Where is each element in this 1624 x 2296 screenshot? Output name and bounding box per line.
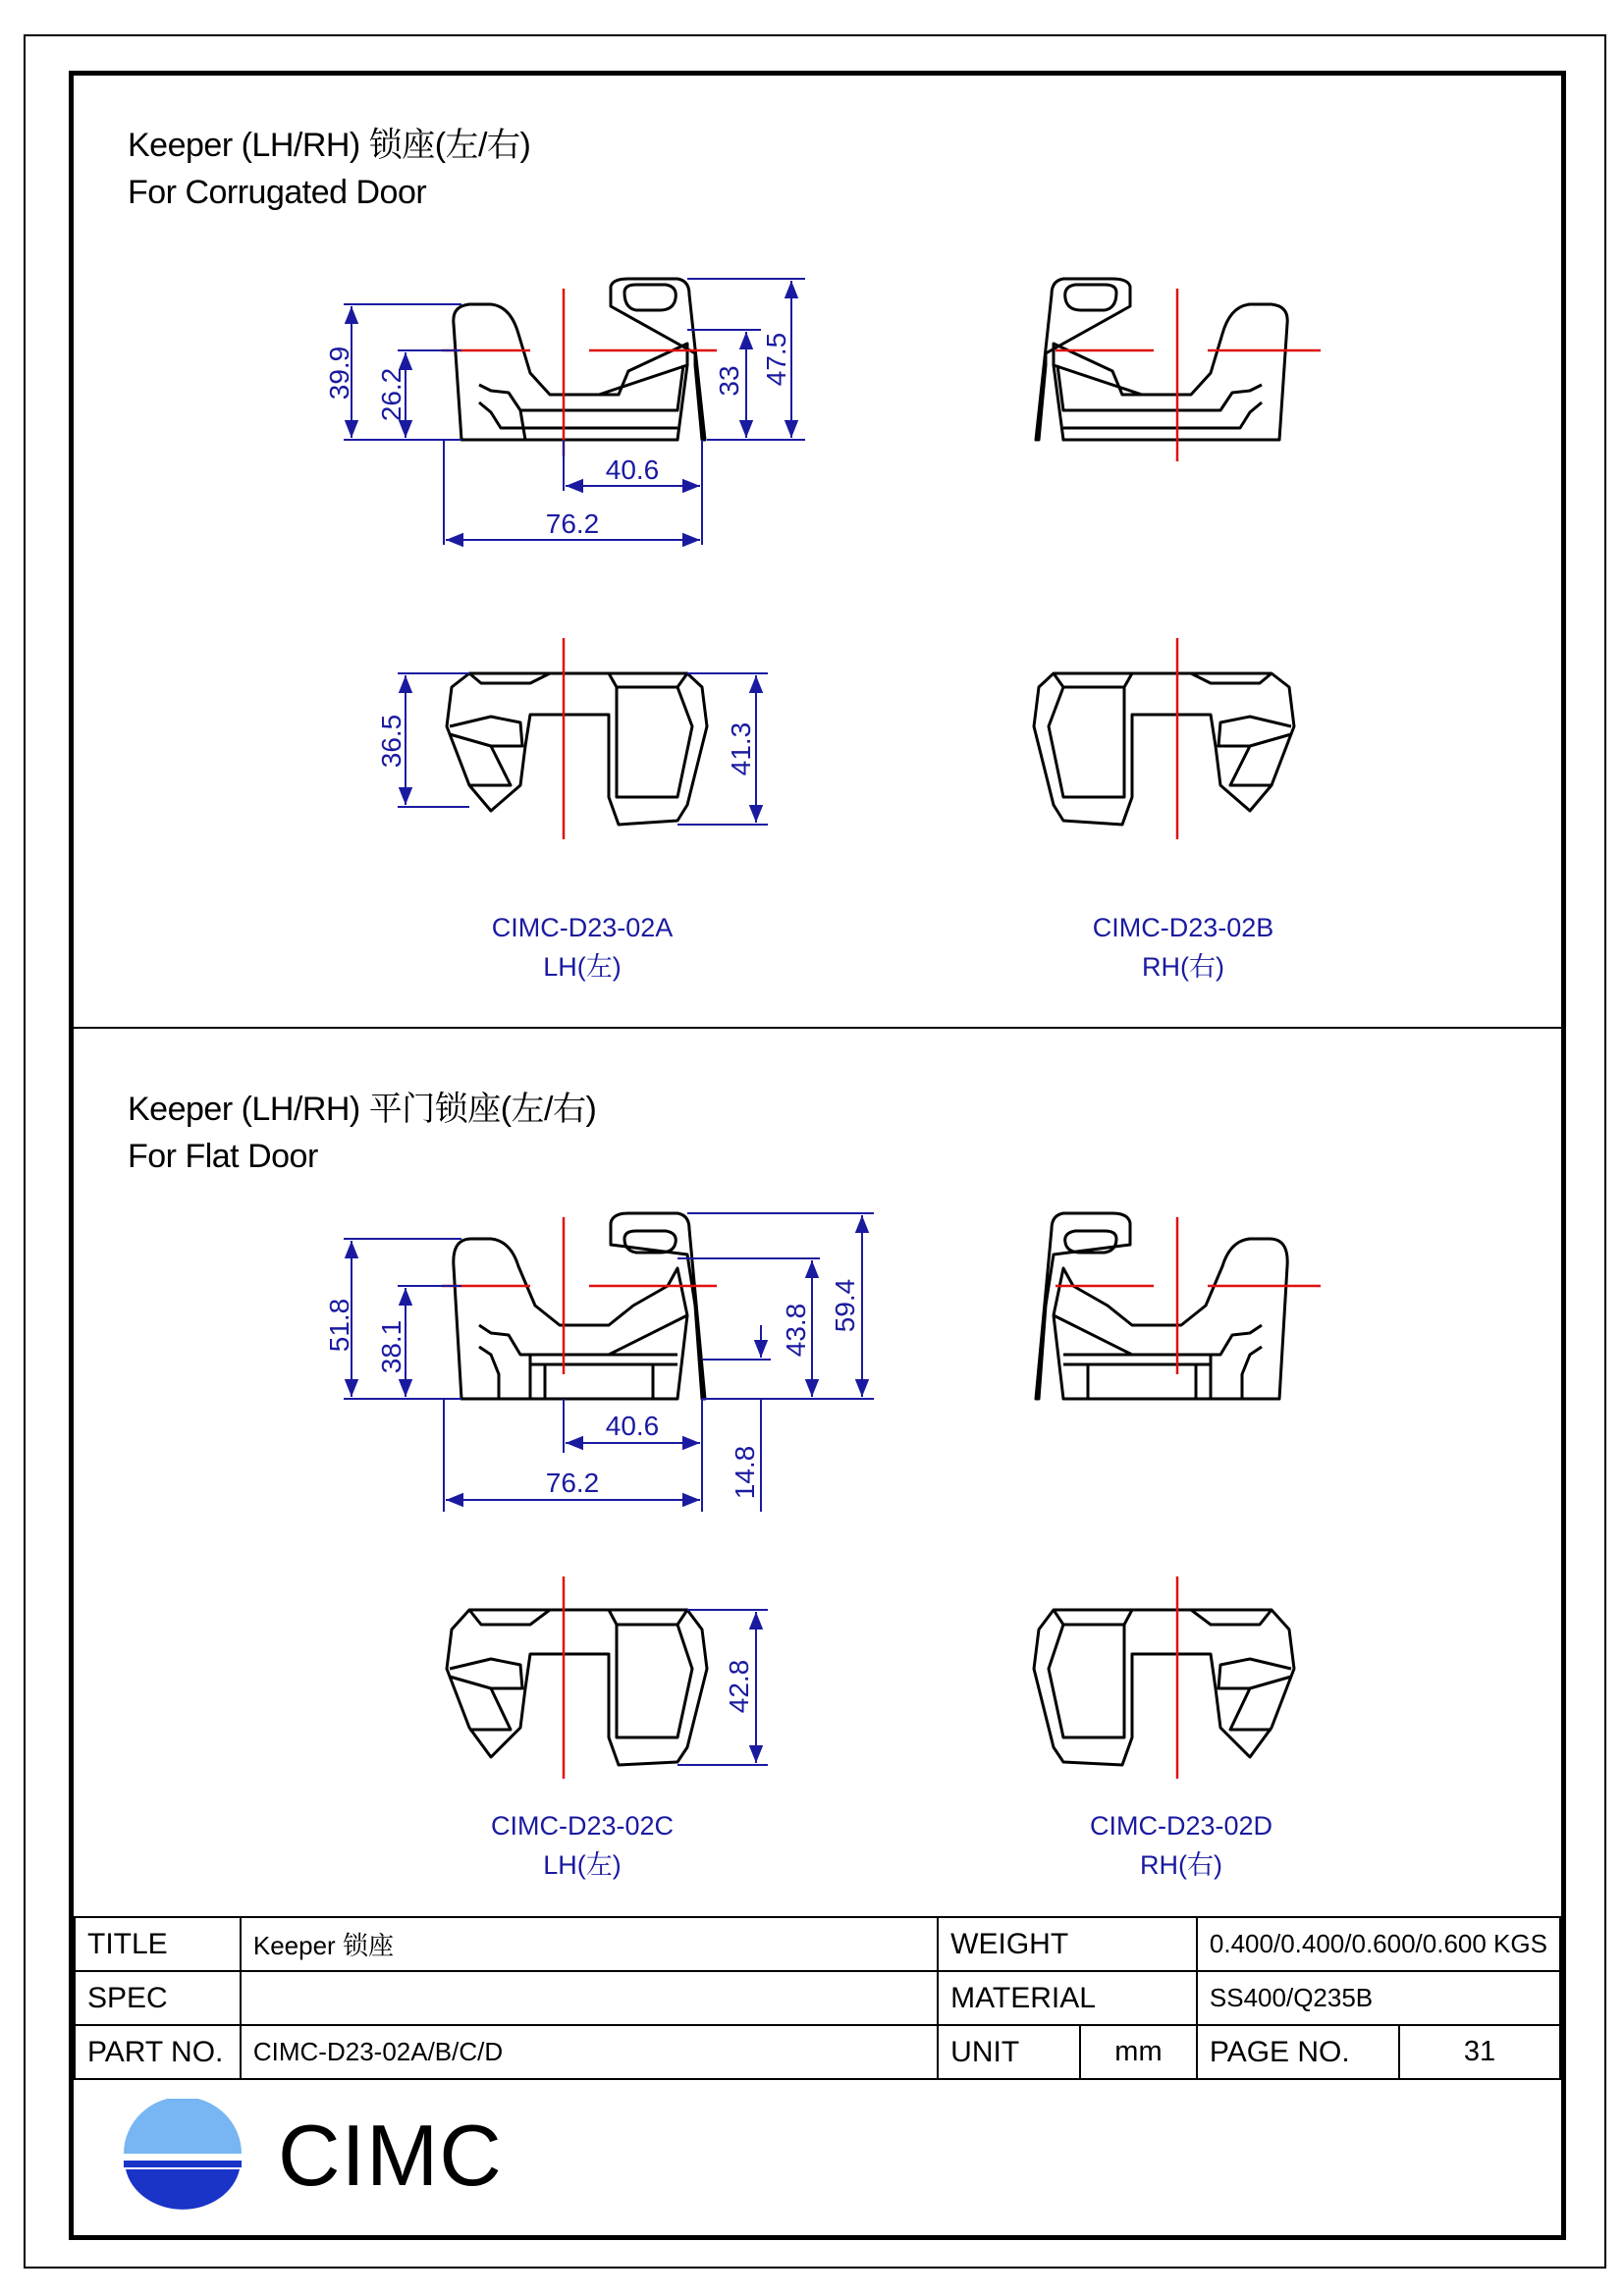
part-d-code: CIMC-D23-02D [1089, 1811, 1273, 1841]
spec-value [241, 1971, 938, 2025]
part-a-side-centerlines [442, 289, 717, 456]
dim-40-6-flat: 40.6 [605, 1411, 660, 1441]
weight-label: WEIGHT [938, 1917, 1197, 1971]
part-b-label [1036, 908, 1330, 987]
part-d-side-view [1036, 1213, 1287, 1399]
dim-76-2: 76.2 [545, 508, 600, 539]
dim-26-2: 26.2 [376, 367, 406, 422]
part-a-top-dimensions [398, 673, 768, 825]
part-c-side-dimensions [344, 1213, 874, 1512]
part-c-side: LH(左) [543, 1850, 622, 1880]
material-value: SS400/Q235B [1197, 1971, 1560, 2025]
part-c-label [435, 1806, 730, 1885]
title-block-row [75, 1917, 1560, 1971]
dim-59-4: 59.4 [830, 1278, 860, 1333]
unit-label: UNIT [938, 2025, 1080, 2079]
part-a-label [435, 908, 730, 987]
dim-51-8: 51.8 [324, 1298, 354, 1353]
part-c-side-view [454, 1213, 705, 1399]
spec-label: SPEC [75, 1971, 241, 2025]
section2-title-line1: Keeper (LH/RH) 平门锁座(左/右) [128, 1091, 597, 1128]
part-c-code: CIMC-D23-02C [490, 1811, 675, 1841]
cimc-logo-icon [120, 2099, 245, 2220]
part-b-top-view [1034, 673, 1294, 825]
material-label: MATERIAL [938, 1971, 1197, 2025]
part-no-value: CIMC-D23-02A/B/C/D [241, 2025, 938, 2079]
part-d-label [1034, 1806, 1328, 1885]
technical-drawings [74, 76, 1561, 1911]
page-no-value: 31 [1399, 2025, 1560, 2079]
dim-39-9: 39.9 [324, 346, 354, 400]
dim-76-2-flat: 76.2 [545, 1468, 600, 1498]
dim-41-3: 41.3 [726, 721, 756, 776]
dim-47-5: 47.5 [761, 332, 791, 387]
part-no-label: PART NO. [75, 2025, 241, 2079]
section1-title-line1: Keeper (LH/RH) 锁座(左/右) [128, 127, 531, 164]
dim-14-8: 14.8 [730, 1445, 760, 1500]
part-d-top-view [1034, 1610, 1294, 1765]
part-c-top-view [447, 1610, 707, 1765]
dim-43-8: 43.8 [781, 1303, 811, 1358]
title-value: Keeper 锁座 [241, 1917, 938, 1971]
title-label: TITLE [75, 1917, 241, 1971]
part-a-side-view [454, 279, 705, 440]
part-b-side-view [1036, 279, 1287, 440]
part-a-side: LH(左) [543, 952, 622, 982]
dim-40-6: 40.6 [605, 454, 660, 485]
part-a-code: CIMC-D23-02A [491, 913, 674, 942]
dim-36-5: 36.5 [376, 714, 406, 769]
logo-text: CIMC [278, 2107, 503, 2204]
title-block [74, 1916, 1561, 2080]
dim-38-1: 38.1 [376, 1319, 406, 1374]
part-d-side: RH(右) [1140, 1850, 1222, 1880]
dim-42-8: 42.8 [724, 1659, 754, 1714]
unit-value: mm [1080, 2025, 1197, 2079]
weight-value: 0.400/0.400/0.600/0.600 KGS [1197, 1917, 1560, 1971]
part-a-top-view [447, 673, 707, 825]
title-block-row [75, 1971, 1560, 2025]
title-block-row [75, 2025, 1560, 2079]
section1-title-line2: For Corrugated Door [128, 174, 427, 211]
dim-33: 33 [714, 365, 744, 397]
part-b-code: CIMC-D23-02B [1092, 913, 1274, 942]
section2-title-line2: For Flat Door [128, 1138, 318, 1175]
part-c-top-dimensions [677, 1610, 768, 1765]
part-b-side: RH(右) [1142, 952, 1224, 982]
page-no-label: PAGE NO. [1197, 2025, 1399, 2079]
